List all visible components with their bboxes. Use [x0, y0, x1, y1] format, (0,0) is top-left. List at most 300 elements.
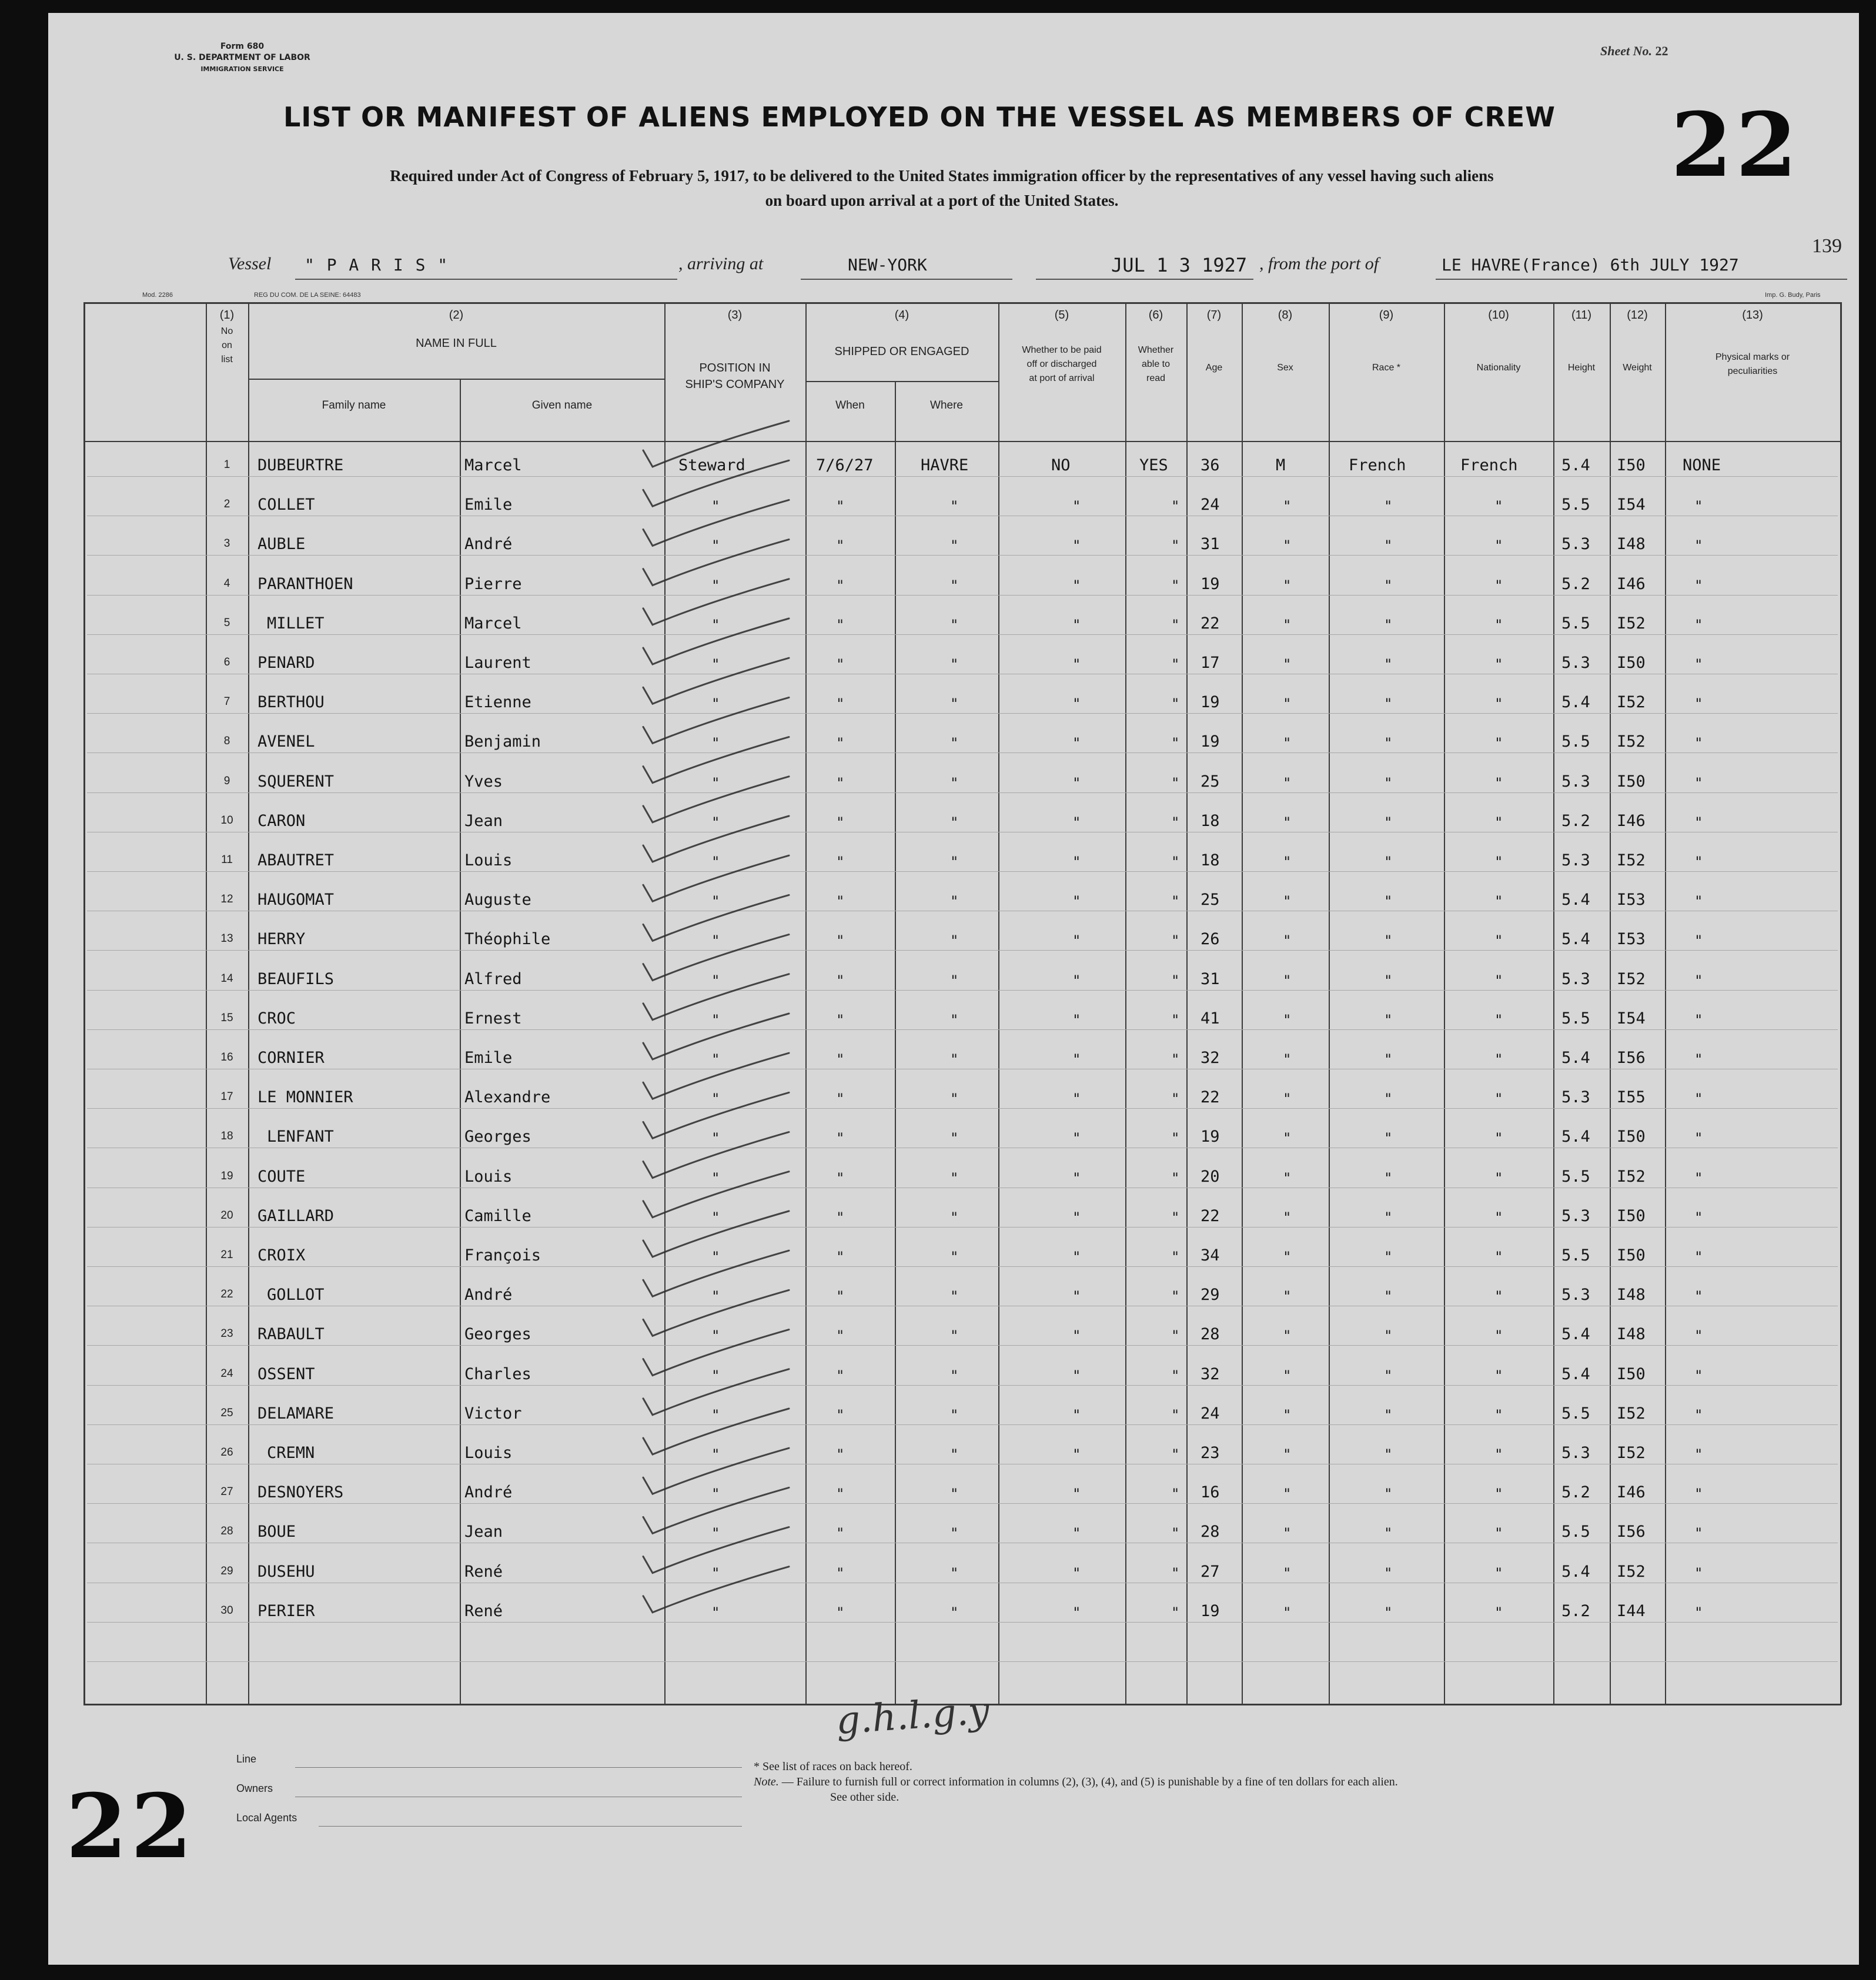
where-ditto: ": [950, 1525, 959, 1542]
height: 5.3: [1561, 535, 1590, 554]
race-ditto: ": [1384, 498, 1393, 515]
row-number: 29: [220, 1564, 233, 1577]
when-ditto: ": [836, 1367, 845, 1384]
vessel-name: " P A R I S ": [305, 255, 449, 275]
position-ditto: ": [711, 1486, 720, 1503]
col3-label-line: POSITION IN: [699, 362, 771, 374]
age: 24: [1200, 1404, 1220, 1423]
family-name: COUTE: [258, 1167, 306, 1186]
nationality-ditto: ": [1494, 1130, 1503, 1147]
race-ditto: ": [1384, 814, 1393, 831]
paid-off-ditto: ": [1072, 1525, 1081, 1542]
big-sheet-number: 22: [1671, 93, 1801, 197]
checkmark: [643, 1330, 789, 1376]
position-ditto: ": [711, 537, 720, 554]
age: 18: [1200, 851, 1220, 869]
from-port-label: , from the port of: [1259, 254, 1379, 273]
read-ditto: ": [1171, 1288, 1180, 1305]
where-ditto: ": [950, 893, 959, 910]
race-ditto: ": [1384, 1011, 1393, 1028]
paid-off-ditto: ": [1072, 1209, 1081, 1226]
family-name: MILLET: [267, 614, 325, 633]
age: 25: [1200, 891, 1220, 909]
sex-ditto: ": [1283, 1169, 1292, 1186]
age: 28: [1200, 1523, 1220, 1541]
row-number: 27: [220, 1486, 233, 1499]
col4-number: (4): [894, 309, 909, 322]
weight: I54: [1617, 496, 1646, 514]
paid-off-ditto: ": [1072, 1249, 1081, 1265]
handwritten-signature: g.h.l.g.y: [834, 1688, 991, 1744]
col2-label: NAME IN FULL: [416, 337, 497, 350]
height: 5.4: [1561, 1325, 1590, 1344]
paid-off-ditto: ": [1072, 656, 1081, 673]
checkmark: [643, 1564, 789, 1613]
height: 5.5: [1561, 733, 1590, 751]
read-ditto: ": [1171, 1525, 1180, 1542]
row-number: 10: [220, 814, 233, 827]
height: 5.5: [1561, 1246, 1590, 1265]
row-number: 18: [220, 1130, 233, 1143]
nationality-ditto: ": [1494, 1564, 1503, 1581]
where-ditto: ": [950, 735, 959, 752]
row-number: 28: [220, 1525, 233, 1538]
col12-number: (12): [1627, 309, 1648, 322]
col5-number: (5): [1054, 309, 1069, 322]
row-number: 11: [221, 854, 233, 866]
row-number: 1: [223, 459, 230, 471]
age: 17: [1200, 654, 1220, 672]
race-ditto: ": [1384, 735, 1393, 752]
family-name: BOUE: [258, 1523, 296, 1541]
where-ditto: ": [950, 1367, 959, 1384]
position-ditto: ": [711, 656, 720, 673]
height: 5.2: [1561, 574, 1590, 593]
age: 32: [1200, 1364, 1220, 1383]
marks-ditto: ": [1694, 1051, 1703, 1068]
checkmark: [643, 1169, 789, 1218]
paid-off-ditto: ": [1072, 695, 1081, 713]
read-ditto: ": [1171, 1367, 1180, 1384]
read-ditto: ": [1171, 498, 1180, 515]
height: 5.4: [1561, 930, 1590, 949]
checkmark: [643, 774, 789, 822]
col10-label: Nationality: [1476, 363, 1521, 373]
race: French: [1349, 456, 1406, 474]
given-name: Camille: [464, 1206, 531, 1225]
age: 25: [1200, 772, 1220, 791]
when-ditto: ": [836, 577, 845, 594]
read-ditto: ": [1171, 1446, 1180, 1463]
row-number: 5: [223, 616, 230, 629]
nationality-ditto: ": [1494, 616, 1503, 633]
position-ditto: ": [711, 1169, 720, 1186]
race-ditto: ": [1384, 972, 1393, 989]
col13-number: (13): [1742, 309, 1763, 322]
position-ditto: ": [711, 1525, 720, 1542]
checkmark: [643, 658, 789, 704]
given-name: Etienne: [464, 693, 531, 712]
paid-off-ditto: ": [1072, 1406, 1081, 1423]
page-number: 139: [1812, 235, 1842, 257]
marks-ditto: ": [1694, 774, 1703, 791]
race-ditto: ": [1384, 656, 1393, 673]
given-name: André: [464, 535, 513, 554]
paid-off-ditto: ": [1072, 854, 1081, 870]
marks-ditto: ": [1694, 1288, 1703, 1305]
given-name: Georges: [464, 1325, 531, 1344]
family-name-header: Family name: [322, 399, 386, 412]
when-header: When: [835, 399, 865, 412]
paid-off-ditto: ": [1072, 1486, 1081, 1503]
agents-underline: [319, 1826, 742, 1827]
family-name: CARON: [258, 811, 306, 830]
when-ditto: ": [836, 1446, 845, 1463]
where-ditto: ": [950, 1327, 959, 1344]
weight: I52: [1617, 693, 1646, 712]
marks-ditto: ": [1694, 1604, 1703, 1621]
read-ditto: ": [1171, 1327, 1180, 1344]
race-ditto: ": [1384, 1327, 1393, 1344]
family-name: BEAUFILS: [258, 969, 335, 988]
checkmark: [643, 1527, 789, 1573]
where-ditto: ": [950, 498, 959, 515]
nationality-ditto: ": [1494, 1288, 1503, 1305]
where-ditto: ": [950, 932, 959, 949]
weight: I46: [1617, 1483, 1646, 1502]
sex-ditto: ": [1283, 1011, 1292, 1028]
height: 5.3: [1561, 1206, 1590, 1225]
sex-ditto: ": [1283, 1091, 1292, 1108]
read-ditto: ": [1171, 932, 1180, 949]
col1-label-line: on: [222, 340, 232, 350]
when-ditto: ": [836, 1130, 845, 1147]
when-ditto: ": [836, 537, 845, 554]
family-name: COLLET: [258, 496, 315, 514]
position-ditto: ": [711, 1288, 720, 1305]
race-ditto: ": [1384, 1564, 1393, 1581]
nationality-ditto: ": [1494, 1604, 1503, 1621]
where-ditto: ": [950, 616, 959, 633]
service-name: IMMIGRATION SERVICE: [200, 65, 284, 73]
sex-ditto: ": [1283, 1249, 1292, 1265]
marks-ditto: ": [1694, 1327, 1703, 1344]
col12-label: Weight: [1623, 363, 1652, 373]
row-number: 26: [220, 1446, 233, 1459]
race-footnote: * See list of races on back hereof.: [754, 1760, 912, 1773]
row-number: 22: [220, 1288, 233, 1301]
given-name: François: [464, 1246, 541, 1265]
race-ditto: ": [1384, 932, 1393, 949]
marks-ditto: ": [1694, 1486, 1703, 1503]
big-sheet-number-bottom: 22: [66, 1775, 196, 1878]
family-name: BERTHOU: [258, 693, 325, 712]
marks-ditto: ": [1694, 1169, 1703, 1186]
row-number: 16: [220, 1051, 233, 1063]
height: 5.4: [1561, 693, 1590, 712]
when-ditto: ": [836, 656, 845, 673]
height: 5.5: [1561, 614, 1590, 633]
when-ditto: ": [836, 932, 845, 949]
col2-number: (2): [449, 309, 464, 322]
read-ditto: ": [1171, 656, 1180, 673]
paid-off-ditto: ": [1072, 1051, 1081, 1068]
height: 5.5: [1561, 496, 1590, 514]
family-name: HAUGOMAT: [258, 891, 335, 909]
position-ditto: ": [711, 1011, 720, 1028]
height: 5.5: [1561, 1167, 1590, 1186]
family-name: LE MONNIER: [258, 1088, 353, 1107]
col9-number: (9): [1379, 309, 1394, 322]
read-ditto: ": [1171, 1051, 1180, 1068]
sex-ditto: ": [1283, 695, 1292, 713]
height: 5.3: [1561, 654, 1590, 672]
where-ditto: ": [950, 1169, 959, 1186]
shipped-where: HAVRE: [921, 456, 969, 474]
where-ditto: ": [950, 656, 959, 673]
paid-off-ditto: ": [1072, 1564, 1081, 1581]
col6-label-line: Whether: [1138, 345, 1174, 355]
where-ditto: ": [950, 1446, 959, 1463]
position-ditto: ": [711, 1327, 720, 1344]
sex-ditto: ": [1283, 735, 1292, 752]
marks-ditto: ": [1694, 616, 1703, 633]
given-name: Alfred: [464, 969, 522, 988]
height: 5.3: [1561, 851, 1590, 869]
line-label: Line: [236, 1753, 257, 1765]
height: 5.3: [1561, 969, 1590, 988]
paid-off-ditto: ": [1072, 1169, 1081, 1186]
age: 23: [1200, 1444, 1220, 1462]
when-ditto: ": [836, 616, 845, 633]
height: 5.2: [1561, 811, 1590, 830]
age: 24: [1200, 496, 1220, 514]
see-other-side: See other side.: [830, 1791, 899, 1804]
departure-port: LE HAVRE(France) 6th JULY 1927: [1442, 255, 1739, 275]
sheet-no-label: Sheet No.: [1600, 44, 1652, 58]
where-header: Where: [930, 399, 963, 412]
col13-label-line: Physical marks or: [1715, 352, 1790, 362]
nationality-ditto: ": [1494, 1486, 1503, 1503]
where-ditto: ": [950, 774, 959, 791]
family-name: AVENEL: [258, 733, 315, 751]
subtitle-line-2: on board upon arrival at a port of the United States.: [765, 192, 1119, 209]
col9-label: Race *: [1372, 363, 1401, 373]
note-text: — Failure to furnish full or correct information in columns (2), (3), (4), and (5) is punishable by a fine of ten dollars for each alien.: [781, 1775, 1398, 1788]
marks-ditto: ": [1694, 1130, 1703, 1147]
height: 5.4: [1561, 1364, 1590, 1383]
line-underline: [295, 1767, 742, 1768]
position-ditto: ": [711, 695, 720, 713]
position-ditto: ": [711, 1564, 720, 1581]
col1-label-line: list: [221, 354, 233, 364]
col11-number: (11): [1571, 309, 1592, 322]
weight: I50: [1617, 654, 1646, 672]
where-ditto: ": [950, 1130, 959, 1147]
penalty-note: [754, 1775, 1398, 1789]
family-name: PENARD: [258, 654, 315, 672]
where-ditto: ": [950, 1486, 959, 1503]
note-label: Note.: [754, 1775, 779, 1788]
col1-label-line: No: [220, 326, 233, 336]
race-ditto: ": [1384, 1130, 1393, 1147]
family-name: GAILLARD: [258, 1206, 335, 1225]
nationality-ditto: ": [1494, 735, 1503, 752]
family-name: RABAULT: [258, 1325, 325, 1344]
family-name: ABAUTRET: [258, 851, 335, 869]
nationality-ditto: ": [1494, 695, 1503, 713]
given-name: Auguste: [464, 891, 531, 909]
marks-ditto: ": [1694, 1091, 1703, 1108]
position-ditto: ": [711, 1367, 720, 1384]
weight: I53: [1617, 891, 1646, 909]
where-ditto: ": [950, 695, 959, 713]
col6-number: (6): [1148, 309, 1163, 322]
checkmark: [643, 1132, 789, 1178]
col1-number: (1): [219, 309, 235, 322]
age: 22: [1200, 614, 1220, 633]
where-ditto: ": [950, 854, 959, 870]
checkmark: [643, 1448, 789, 1494]
nationality-ditto: ": [1494, 1406, 1503, 1423]
position-ditto: ": [711, 1051, 720, 1068]
weight: I50: [1617, 1246, 1646, 1265]
given-name: Benjamin: [464, 733, 541, 751]
sheet-no-value: 22: [1655, 44, 1668, 58]
age: 19: [1200, 733, 1220, 751]
when-ditto: ": [836, 1525, 845, 1542]
where-ditto: ": [950, 1051, 959, 1068]
weight: I52: [1617, 851, 1646, 869]
col7-number: (7): [1206, 309, 1222, 322]
paid-off-ditto: ": [1072, 577, 1081, 594]
given-name-header: Given name: [531, 399, 593, 412]
weight: I56: [1617, 1523, 1646, 1541]
when-ditto: ": [836, 695, 845, 713]
height: 5.4: [1561, 1128, 1590, 1146]
able-to-read: YES: [1139, 456, 1168, 474]
when-ditto: ": [836, 1327, 845, 1344]
position-ditto: ": [711, 814, 720, 831]
where-ditto: ": [950, 577, 959, 594]
family-name: OSSENT: [258, 1364, 315, 1383]
race-ditto: ": [1384, 695, 1393, 713]
nationality-ditto: ": [1494, 1525, 1503, 1542]
race-ditto: ": [1384, 1486, 1393, 1503]
where-ditto: ": [950, 814, 959, 831]
paid-off-ditto: ": [1072, 1091, 1081, 1108]
paid-off-ditto: ": [1072, 774, 1081, 791]
row-number: 6: [223, 656, 230, 668]
family-name: HERRY: [258, 930, 306, 949]
sex-ditto: ": [1283, 932, 1292, 949]
checkmark: [643, 618, 789, 664]
col11-label: Height: [1567, 363, 1596, 373]
position-ditto: ": [711, 972, 720, 989]
sex-ditto: ": [1283, 1564, 1292, 1581]
weight: I46: [1617, 574, 1646, 593]
manifest-sheet: [48, 13, 1859, 1965]
paid-off-ditto: ": [1072, 972, 1081, 989]
read-ditto: ": [1171, 774, 1180, 791]
row-number: 4: [223, 577, 230, 590]
where-ditto: ": [950, 1564, 959, 1581]
read-ditto: ": [1171, 1169, 1180, 1186]
age: 22: [1200, 1206, 1220, 1225]
marks-ditto: ": [1694, 1367, 1703, 1384]
family-name: PERIER: [258, 1601, 315, 1620]
position-ditto: ": [711, 854, 720, 870]
position-ditto: ": [711, 616, 720, 633]
family-name: CREMN: [267, 1444, 315, 1462]
arrival-port: NEW-YORK: [848, 255, 927, 275]
read-ditto: ": [1171, 695, 1180, 713]
given-name: Laurent: [464, 654, 531, 672]
weight: I44: [1617, 1601, 1646, 1620]
family-name: AUBLE: [258, 535, 306, 554]
age: 20: [1200, 1167, 1220, 1186]
race-ditto: ": [1384, 537, 1393, 554]
when-ditto: ": [836, 854, 845, 870]
paid-off-ditto: ": [1072, 932, 1081, 949]
checkmark: [643, 1369, 789, 1415]
when-ditto: ": [836, 1011, 845, 1028]
where-ditto: ": [950, 1288, 959, 1305]
pencil-checkmarks: [48, 13, 1859, 1965]
age: 31: [1200, 969, 1220, 988]
when-ditto: ": [836, 814, 845, 831]
row-number: 21: [220, 1249, 233, 1261]
col6-label-line: able to: [1141, 359, 1171, 369]
family-name: CROC: [258, 1009, 296, 1028]
given-name: Victor: [464, 1404, 522, 1423]
nationality-ditto: ": [1494, 577, 1503, 594]
height: 5.4: [1561, 891, 1590, 909]
age: 19: [1200, 574, 1220, 593]
given-name: Alexandre: [464, 1088, 551, 1107]
weight: I52: [1617, 1167, 1646, 1186]
read-ditto: ": [1171, 854, 1180, 870]
nationality-ditto: ": [1494, 1209, 1503, 1226]
col4-label: SHIPPED OR ENGAGED: [834, 345, 969, 358]
when-ditto: ": [836, 1564, 845, 1581]
position-ditto: ": [711, 932, 720, 949]
weight: I48: [1617, 535, 1646, 554]
checkmark: [643, 500, 789, 546]
checkmark: [643, 1092, 789, 1138]
age: 28: [1200, 1325, 1220, 1344]
row-number: 30: [220, 1604, 233, 1617]
paid-off-ditto: ": [1072, 616, 1081, 633]
given-name: Louis: [464, 851, 513, 869]
checkmark: [643, 974, 789, 1020]
where-ditto: ": [950, 1011, 959, 1028]
nationality-ditto: ": [1494, 774, 1503, 791]
nationality-ditto: ": [1494, 1169, 1503, 1186]
family-name: PARANTHOEN: [258, 574, 353, 593]
family-name: DELAMARE: [258, 1404, 335, 1423]
sex-ditto: ": [1283, 1130, 1292, 1147]
given-name: Yves: [464, 772, 503, 791]
position-ditto: ": [711, 1446, 720, 1463]
family-name: LENFANT: [267, 1128, 334, 1146]
shipped-when: 7/6/27: [816, 456, 874, 474]
sex-ditto: ": [1283, 774, 1292, 791]
nationality-ditto: ": [1494, 932, 1503, 949]
where-ditto: ": [950, 1091, 959, 1108]
position: Steward: [678, 456, 745, 474]
nationality-ditto: ": [1494, 537, 1503, 554]
